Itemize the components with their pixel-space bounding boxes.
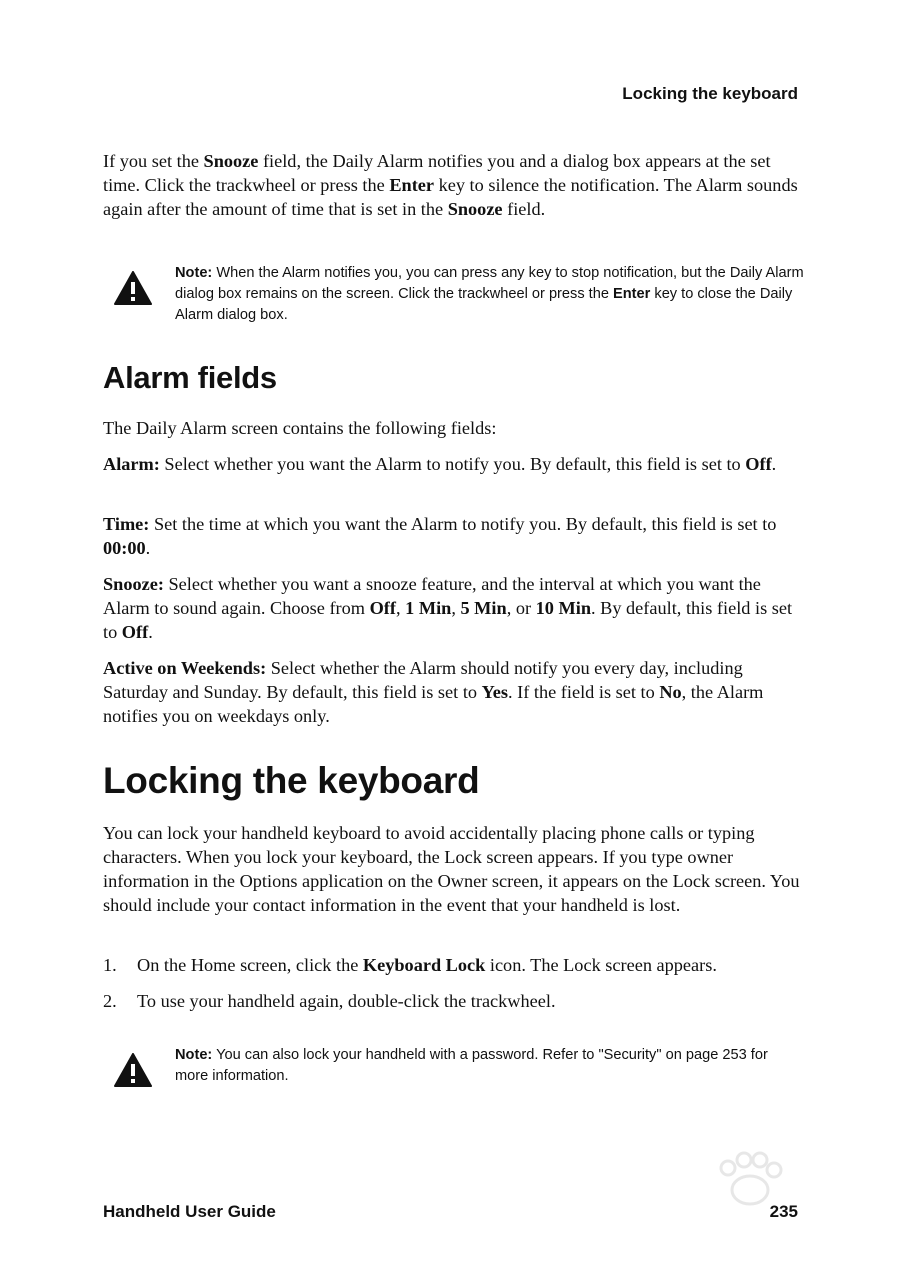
step-1: 1. On the Home screen, click the Keyboard Lock icon. The Lock screen appears.: [103, 955, 717, 975]
running-header: Locking the keyboard: [622, 84, 798, 103]
section-heading-alarm-fields: Alarm fields: [103, 360, 277, 395]
note-label: Note:: [175, 265, 213, 281]
warning-triangle-icon: [114, 1053, 152, 1087]
step-2: 2. To use your handheld again, double-click the trackwheel.: [103, 991, 556, 1011]
footer-guide-title: Handheld User Guide: [103, 1202, 276, 1221]
note-password: Note: You can also lock your handheld with a password. Refer to "Security" on page 253 for more information.: [114, 1045, 804, 1087]
field-active-on-weekends: Active on Weekends: Select whether the Alarm should notify you every day, including Saturday and Sunday. By default, this field is set to Yes. If the field is set to No, the Alarm notifies you on weekdays only.: [103, 658, 764, 726]
section-heading-locking: Locking the keyboard: [103, 760, 480, 801]
field-alarm: Alarm: Select whether you want the Alarm to notify you. By default, this field is set to Off.: [103, 454, 777, 474]
alarm-fields-intro: The Daily Alarm screen contains the following fields:: [103, 418, 497, 438]
warning-triangle-icon: [114, 271, 152, 305]
locking-paragraph: You can lock your handheld keyboard to avoid accidentally placing phone calls or typing characters. When you lock your keyboard, the Lock screen appears. If you type owner information in the Options application on the Owner screen, it appears on the Lock screen. You should include your contact information in the event that your handheld is lost.: [103, 823, 800, 915]
note-alarm: Note: When the Alarm notifies you, you can press any key to stop notification, but the Daily Alarm dialog box remains on the screen. Click the trackwheel or press the Enter key to close the Daily Alarm dialog box.: [114, 263, 804, 326]
page-number: 235: [769, 1202, 798, 1221]
field-snooze: Snooze: Select whether you want a snooze feature, and the interval at which you want the Alarm to sound again. Choose from Off, 1 Min, 5 Min, or 10 Min. By default, this field is set to Off.: [103, 574, 793, 642]
note-label: Note:: [175, 1047, 213, 1063]
field-time: Time: Set the time at which you want the Alarm to notify you. By default, this field is set to 00:00.: [103, 514, 777, 558]
intro-paragraph: If you set the Snooze field, the Daily Alarm notifies you and a dialog box appears at the set time. Click the trackwheel or press the Enter key to silence the notification. The Alarm sounds again after the amount of time that is set in the Snooze field.: [103, 151, 798, 219]
paw-watermark-icon: [640, 1150, 860, 1250]
